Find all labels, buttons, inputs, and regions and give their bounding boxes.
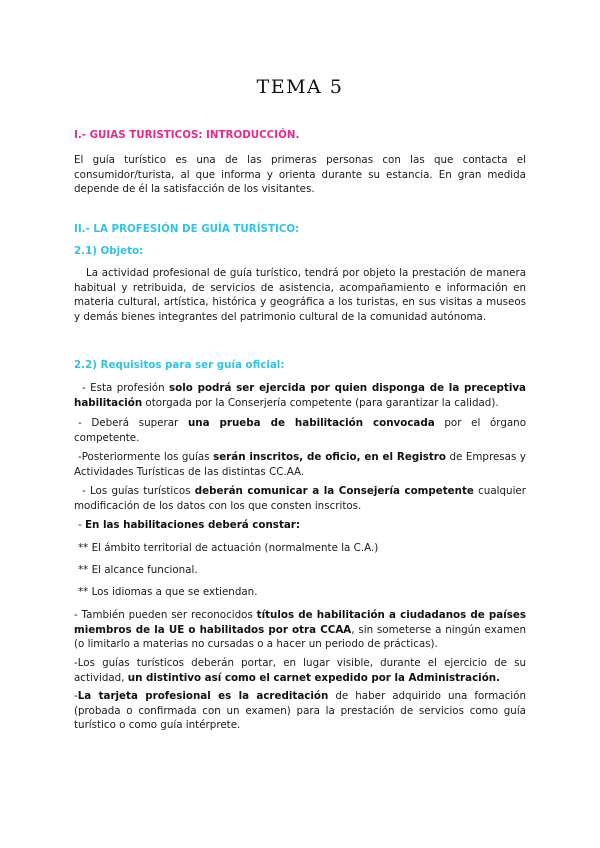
req-p7-bold: un distintivo así como el carnet expedido por la Administración. (127, 671, 501, 684)
req-p6-text-c: , sin someterse a ningún examen (o limitarlo a materias no cursadas o a hacer un periodo de prácticas). (74, 623, 526, 650)
req-p1-bold: solo podrá ser ejercida por quien disponga de la preceptiva habilitación (74, 382, 527, 409)
subsection-objeto-heading: 2.1) Objeto: (74, 245, 144, 257)
req-paragraph-6 (74, 608, 526, 652)
req-paragraph-8 (74, 689, 526, 733)
habilitacion-item-1: ** El ámbito territorial de actuación (normalmente la C.A.) (78, 542, 379, 554)
req-p1-text-a: - Esta profesión (82, 382, 170, 394)
req-paragraph-1 (74, 381, 526, 410)
req-paragraph-4 (74, 484, 526, 513)
req-p3-text-a: -Posteriormente los guías (78, 451, 214, 463)
req-p8-text-c: de haber adquirido una formación (probada o confirmada con un examen) para la prestación de servicios como guía turístico o como guía intérprete. (74, 690, 526, 731)
req-p4-bold: deberán comunicar a la Consejería competente (194, 485, 474, 497)
req-p2-text-c: por el órgano competente. (74, 417, 526, 444)
section-2-heading: II.- LA PROFESIÓN DE GUÍA TURÍSTICO: (74, 223, 300, 235)
subsection-requisitos-heading: 2.2) Requisitos para ser guía oficial: (74, 359, 285, 371)
habilitacion-item-3: ** Los idiomas a que se extiendan. (78, 586, 258, 598)
req-paragraph-3 (74, 450, 526, 479)
req-p4-text-a: - Los guías turísticos (82, 485, 195, 497)
req-p6-bold: títulos de habilitación a ciudadanos de países miembros de la UE o habilitados por otra CCAA (74, 609, 526, 636)
req-p8-text-a: - (74, 690, 78, 702)
req-p3-bold: serán inscritos, de oficio, en el Registro (213, 451, 446, 463)
section-1-body: El guía turístico es una de las primeras personas con las que contacta el consumidor/turista, al que informa y orienta durante su estancia. En gran medida depende de él la satisfacción de los visitantes. (74, 154, 526, 195)
req-paragraph-2 (74, 416, 526, 445)
req-p5-text-a: - (78, 519, 85, 531)
req-p7-text-a: -Los guías turísticos deberán portar, en lugar visible, durante el ejercicio de su actividad, (74, 657, 526, 684)
req-p1-text-c: otorgada por la Conserjería competente (para garantizar la calidad). (142, 396, 499, 409)
req-p3-text-c: de Empresas y Actividades Turísticas de las distintas CC.AA. (74, 451, 526, 478)
req-p2-text-a: - Deberá superar (78, 417, 188, 429)
subsection-objeto-body: La actividad profesional de guía turístico, tendrá por objeto la prestación de manera habitual y retribuida, de servicios de asistencia, acompañamiento e información en materia cultural, artística, histórica y geográfica a los turistas, en sus visitas a museos y demás bienes integrantes del patrimonio cultural de la comunidad autónoma. (74, 267, 526, 323)
habilitacion-item-2: ** El alcance funcional. (78, 564, 198, 576)
section-1-heading: I.- GUIAS TURISTICOS: INTRODUCCIÓN. (74, 129, 300, 141)
req-p4-text-c: cualquier modificación de los datos con los que consten inscritos. (74, 485, 526, 512)
req-p8-bold: La tarjeta profesional es la acreditación (77, 690, 329, 702)
req-p2-bold: una prueba de habilitación convocada (187, 417, 435, 429)
req-p5-bold: En las habilitaciones deberá constar: (85, 519, 301, 531)
page-title: TEMA 5 (256, 76, 344, 98)
req-paragraph-5 (74, 518, 526, 533)
req-paragraph-7 (74, 656, 526, 685)
req-p6-text-a: - También pueden ser reconocidos (74, 609, 257, 621)
